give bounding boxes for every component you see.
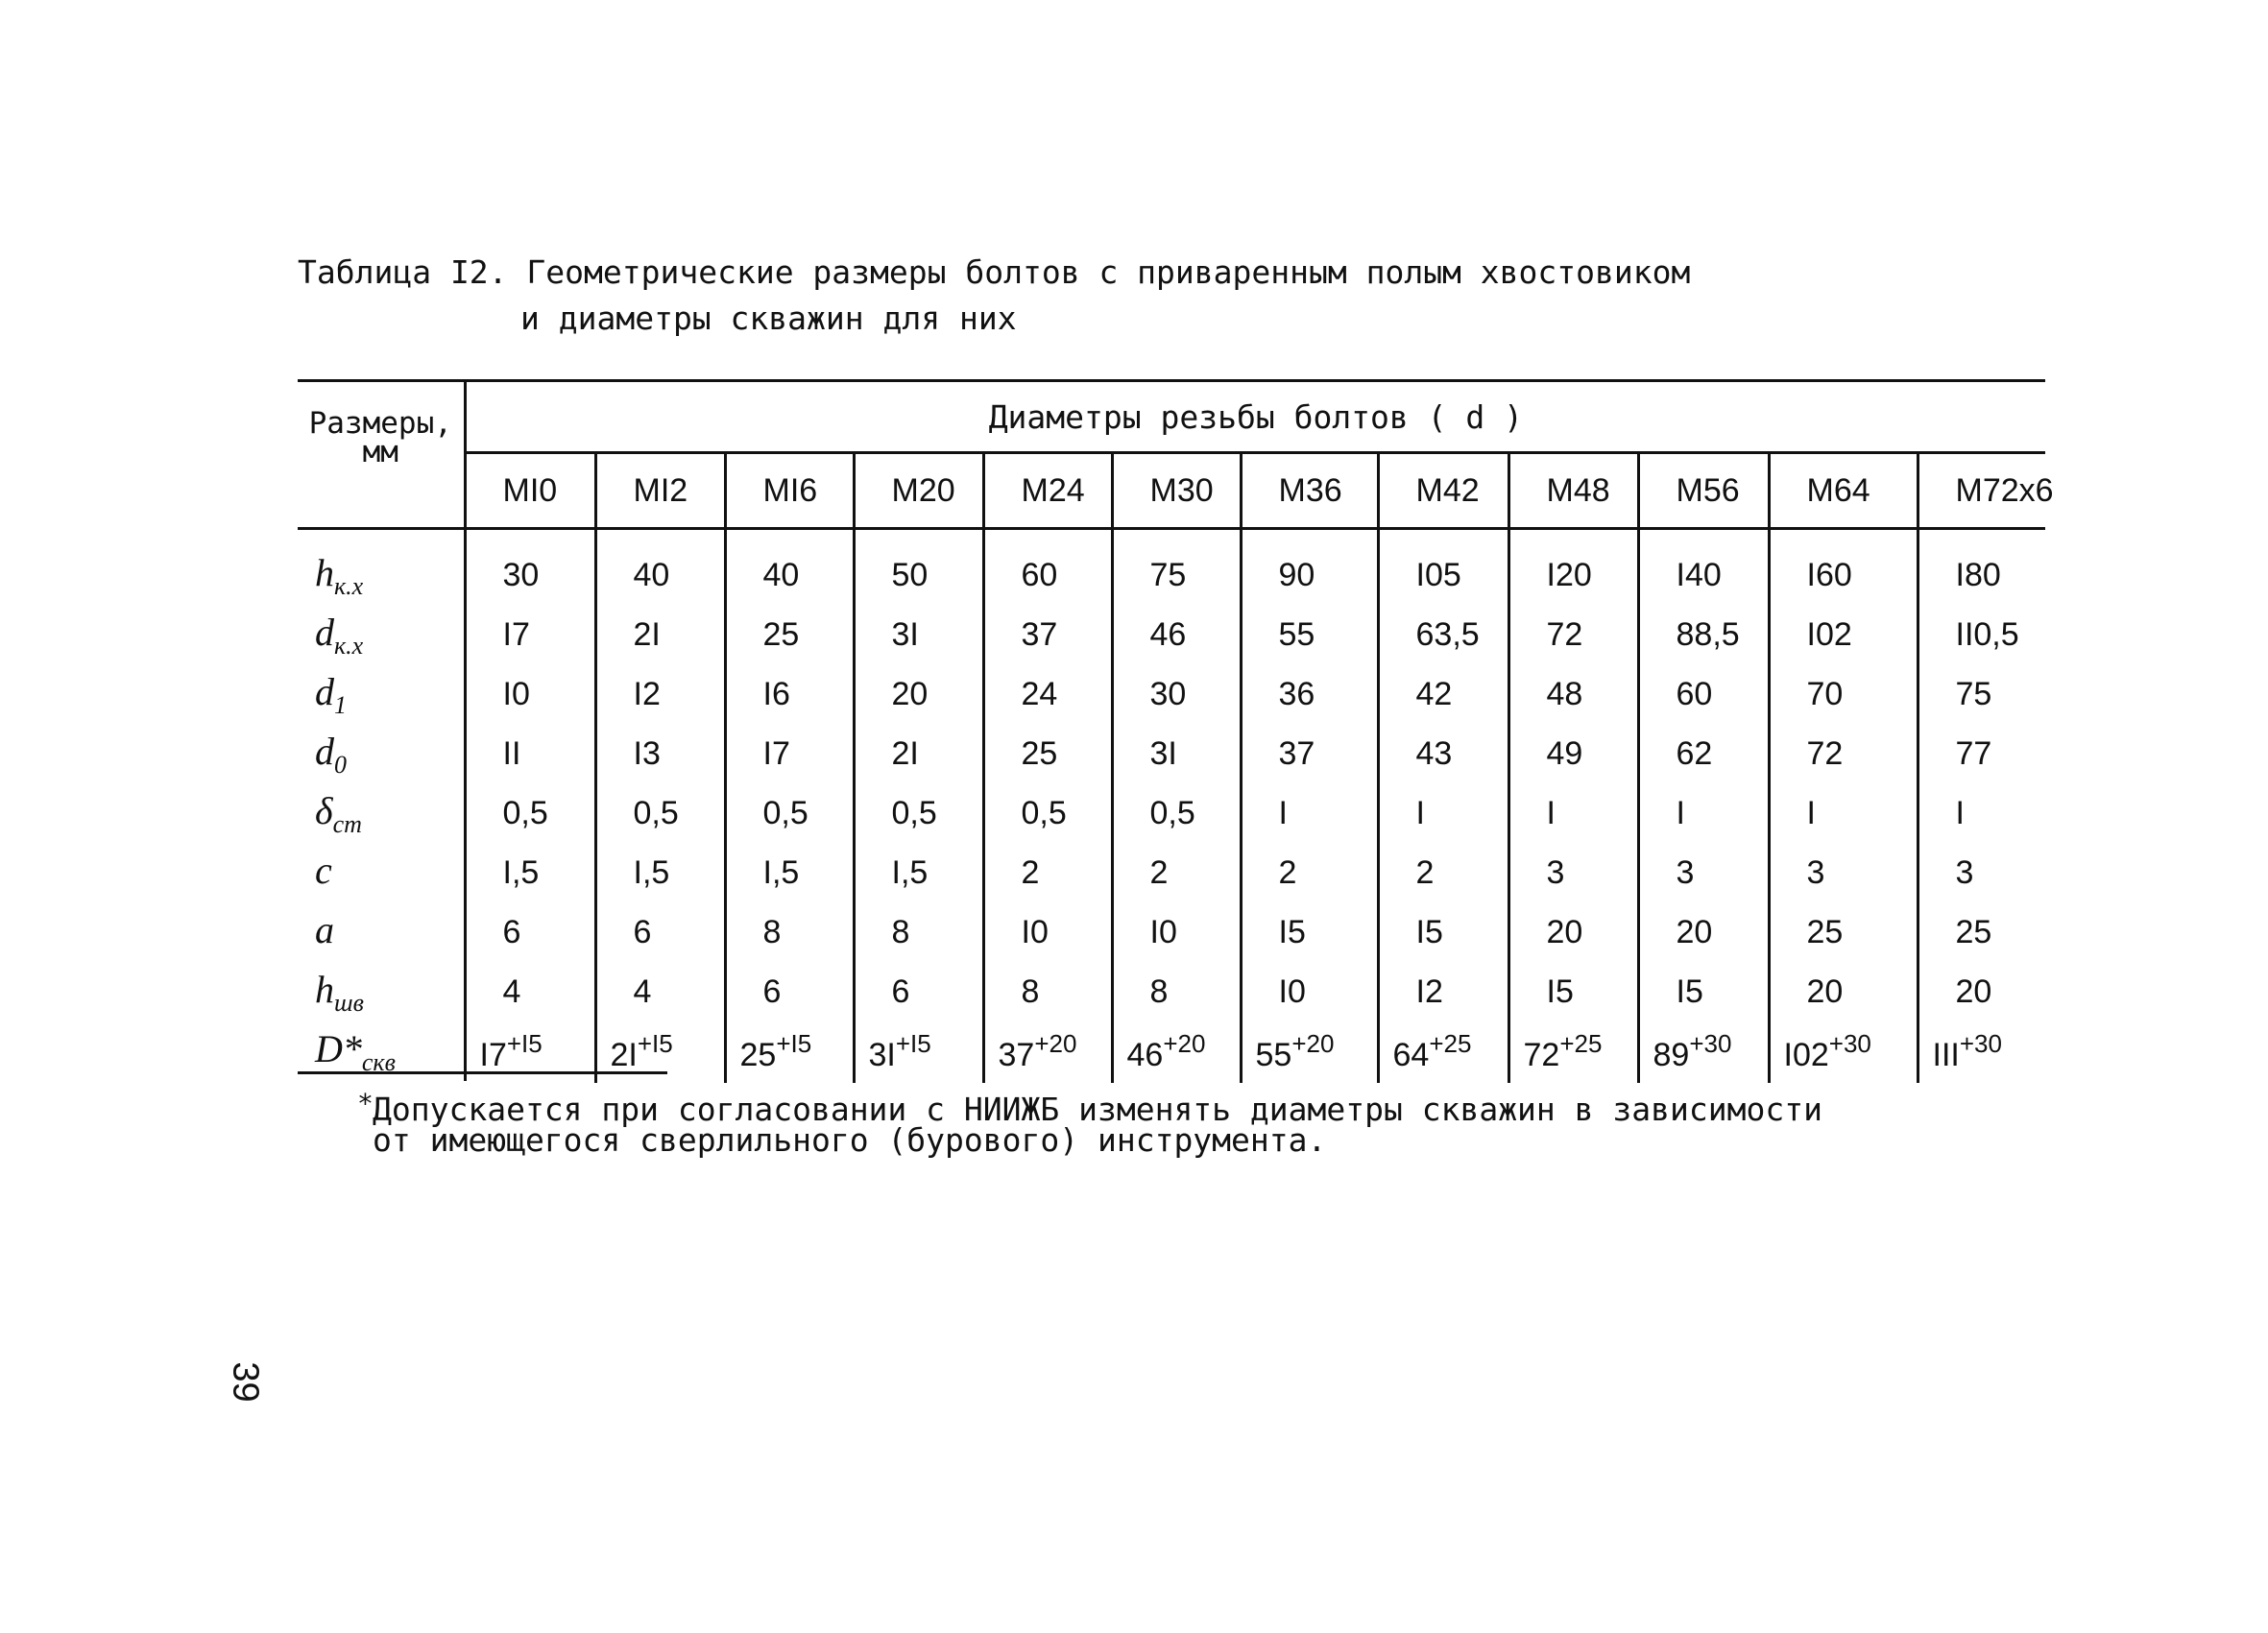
table-cell: 75 bbox=[1112, 529, 1241, 606]
table-cell: I2 bbox=[1378, 962, 1508, 1021]
table-row bbox=[298, 962, 2045, 1021]
row-label-subscript: ст bbox=[332, 809, 362, 838]
table-cell: 0,5 bbox=[983, 783, 1112, 843]
cell-tolerance: +I5 bbox=[895, 1029, 931, 1059]
table-cell: I bbox=[1638, 783, 1769, 843]
col-header: MI2 bbox=[595, 453, 725, 529]
row-label-subscript: 1 bbox=[334, 690, 347, 719]
table-cell: 88,5 bbox=[1638, 605, 1769, 664]
table-cell: I,5 bbox=[725, 843, 854, 902]
table-cell: I02 bbox=[1769, 605, 1918, 664]
table-cell: 36 bbox=[1241, 664, 1378, 724]
table-cell: 2 bbox=[1378, 843, 1508, 902]
table-cell: I,5 bbox=[854, 843, 983, 902]
row-label-symbol: d bbox=[315, 729, 334, 773]
table-cell bbox=[1378, 1021, 1508, 1083]
table-cell: 72 bbox=[1769, 724, 1918, 783]
cell-tolerance: +20 bbox=[1034, 1029, 1077, 1059]
row-label bbox=[298, 529, 465, 606]
row-label bbox=[298, 902, 465, 962]
table-cell: 55 bbox=[1241, 605, 1378, 664]
row-label-symbol: δ bbox=[315, 788, 333, 832]
table-cell bbox=[1508, 1021, 1638, 1083]
table-cell: 50 bbox=[854, 529, 983, 606]
table-cell: 49 bbox=[1508, 724, 1638, 783]
table-cell: II0,5 bbox=[1918, 605, 2045, 664]
row-label-subscript: шв bbox=[334, 988, 364, 1017]
table-cell: I bbox=[1918, 783, 2045, 843]
row-label-symbol: a bbox=[315, 907, 334, 951]
table-cell: 40 bbox=[595, 529, 725, 606]
cell-base-value: 25 bbox=[739, 1037, 777, 1074]
table-cell: 6 bbox=[854, 962, 983, 1021]
table-cell: 37 bbox=[1241, 724, 1378, 783]
table-cell bbox=[1769, 1021, 1918, 1083]
table-cell: I80 bbox=[1918, 529, 2045, 606]
row-label bbox=[298, 962, 465, 1021]
table-cell bbox=[1241, 1021, 1378, 1083]
table-cell: 0,5 bbox=[595, 783, 725, 843]
col-header: MI0 bbox=[465, 453, 595, 529]
table-cell: 77 bbox=[1918, 724, 2045, 783]
table-cell: I5 bbox=[1241, 902, 1378, 962]
table-cell: 25 bbox=[1769, 902, 1918, 962]
row-label bbox=[298, 605, 465, 664]
col-header: M20 bbox=[854, 453, 983, 529]
row-label-subscript: к.х bbox=[334, 571, 364, 600]
table-cell: 40 bbox=[725, 529, 854, 606]
table-cell: 42 bbox=[1378, 664, 1508, 724]
table-cell: 2 bbox=[1241, 843, 1378, 902]
table-cell: 46 bbox=[1112, 605, 1241, 664]
table-cell: I05 bbox=[1378, 529, 1508, 606]
table-cell: 8 bbox=[983, 962, 1112, 1021]
cell-tolerance: +25 bbox=[1429, 1029, 1472, 1059]
table-cell: 25 bbox=[1918, 902, 2045, 962]
table-cell: 25 bbox=[983, 724, 1112, 783]
caption-line-1: Таблица I2. Геометрические размеры болтов с приваренным полым хвостовиком bbox=[298, 253, 1691, 291]
row-label-subscript: 0 bbox=[334, 750, 347, 779]
col-header: M30 bbox=[1112, 453, 1241, 529]
table-cell: 20 bbox=[1769, 962, 1918, 1021]
table-cell: 90 bbox=[1241, 529, 1378, 606]
caption-line-2: и диаметры скважин для них bbox=[520, 300, 1017, 337]
footnote-rule bbox=[298, 1071, 667, 1074]
table-cell: 43 bbox=[1378, 724, 1508, 783]
table-cell: I60 bbox=[1769, 529, 1918, 606]
table-cell: I5 bbox=[1378, 902, 1508, 962]
col-header: M56 bbox=[1638, 453, 1769, 529]
table-cell: I7 bbox=[465, 605, 595, 664]
cell-base-value: 64 bbox=[1392, 1037, 1430, 1074]
cell-tolerance: +25 bbox=[1559, 1029, 1603, 1059]
table-cell: 0,5 bbox=[1112, 783, 1241, 843]
cell-tolerance: +30 bbox=[1959, 1029, 2002, 1059]
row-label-symbol: h bbox=[315, 550, 334, 594]
cell-tolerance: +20 bbox=[1291, 1029, 1335, 1059]
table-cell: I,5 bbox=[465, 843, 595, 902]
table-cell: 4 bbox=[595, 962, 725, 1021]
cell-base-value: III bbox=[1932, 1037, 1960, 1074]
table-cell: 2I bbox=[595, 605, 725, 664]
row-label-symbol: c bbox=[315, 848, 332, 892]
table-cell: 20 bbox=[1638, 902, 1769, 962]
table-cell: 20 bbox=[1918, 962, 2045, 1021]
table-cell: 8 bbox=[854, 902, 983, 962]
cell-base-value: 3I bbox=[868, 1037, 896, 1074]
cell-tolerance: +20 bbox=[1163, 1029, 1206, 1059]
col-header: M72x6 bbox=[1918, 453, 2045, 529]
column-header-row bbox=[298, 453, 2045, 529]
table-cell: I20 bbox=[1508, 529, 1638, 606]
table-cell: 63,5 bbox=[1378, 605, 1508, 664]
row-label-symbol: d bbox=[315, 610, 334, 654]
table-cell: I40 bbox=[1638, 529, 1769, 606]
table-row bbox=[298, 529, 2045, 606]
group-header: Диаметры резьбы болтов ( d ) bbox=[465, 381, 2045, 453]
table-cell: 0,5 bbox=[854, 783, 983, 843]
col-header: M64 bbox=[1769, 453, 1918, 529]
table-cell: 60 bbox=[983, 529, 1112, 606]
page-number: 39 bbox=[225, 1361, 266, 1403]
bolt-dimensions-table bbox=[298, 379, 2054, 1084]
table-caption bbox=[298, 250, 1690, 342]
table-row bbox=[298, 724, 2045, 783]
table-cell: I3 bbox=[595, 724, 725, 783]
table-cell: 8 bbox=[725, 902, 854, 962]
cell-base-value: 55 bbox=[1255, 1037, 1292, 1074]
table-cell: 6 bbox=[465, 902, 595, 962]
table-cell: I0 bbox=[1241, 962, 1378, 1021]
table-cell: 30 bbox=[465, 529, 595, 606]
table-cell: 3 bbox=[1769, 843, 1918, 902]
col-header: M42 bbox=[1378, 453, 1508, 529]
table-cell: 6 bbox=[725, 962, 854, 1021]
footnote-mark: * bbox=[357, 1088, 374, 1119]
table-row bbox=[298, 843, 2045, 902]
table-cell: 20 bbox=[1508, 902, 1638, 962]
cell-tolerance: +30 bbox=[1689, 1029, 1732, 1059]
cell-base-value: 72 bbox=[1523, 1037, 1560, 1074]
table-cell: 2 bbox=[1112, 843, 1241, 902]
col-header: M48 bbox=[1508, 453, 1638, 529]
table-cell: II bbox=[465, 724, 595, 783]
table-cell: I6 bbox=[725, 664, 854, 724]
table-cell: 0,5 bbox=[465, 783, 595, 843]
table-cell: 3I bbox=[854, 605, 983, 664]
row-label-symbol: d bbox=[315, 669, 334, 713]
row-label-subscript: к.х bbox=[334, 631, 364, 660]
table-cell: 2I bbox=[854, 724, 983, 783]
table-cell: 0,5 bbox=[725, 783, 854, 843]
table-row bbox=[298, 664, 2045, 724]
table-cell bbox=[983, 1021, 1112, 1083]
cell-tolerance: +30 bbox=[1828, 1029, 1871, 1059]
table-cell: 3 bbox=[1508, 843, 1638, 902]
table-cell: I0 bbox=[465, 664, 595, 724]
table-cell bbox=[854, 1021, 983, 1083]
table-cell bbox=[1918, 1021, 2045, 1083]
table-cell: 24 bbox=[983, 664, 1112, 724]
row-label bbox=[298, 783, 465, 843]
table-cell: 60 bbox=[1638, 664, 1769, 724]
row-label-subscript: скв bbox=[361, 1047, 396, 1076]
row-header: Размеры, мм bbox=[298, 381, 465, 529]
row-label-symbol: h bbox=[315, 967, 334, 1011]
table-cell: 48 bbox=[1508, 664, 1638, 724]
table-cell: I bbox=[1769, 783, 1918, 843]
row-label bbox=[298, 724, 465, 783]
table-cell: 6 bbox=[595, 902, 725, 962]
table-cell: I0 bbox=[983, 902, 1112, 962]
table-cell: 75 bbox=[1918, 664, 2045, 724]
cell-tolerance: +I5 bbox=[637, 1029, 673, 1059]
row-label bbox=[298, 664, 465, 724]
table-row bbox=[298, 605, 2045, 664]
table-cell bbox=[1112, 1021, 1241, 1083]
table-cell: I bbox=[1241, 783, 1378, 843]
table-cell: 2 bbox=[983, 843, 1112, 902]
table-cell: I bbox=[1378, 783, 1508, 843]
row-label-symbol: D* bbox=[315, 1026, 362, 1070]
table-cell: 30 bbox=[1112, 664, 1241, 724]
table-cell: 8 bbox=[1112, 962, 1241, 1021]
col-header: MI6 bbox=[725, 453, 854, 529]
table-cell: 72 bbox=[1508, 605, 1638, 664]
table-cell: 70 bbox=[1769, 664, 1918, 724]
table-cell: 3I bbox=[1112, 724, 1241, 783]
cell-base-value: 89 bbox=[1653, 1037, 1690, 1074]
table-cell: I0 bbox=[1112, 902, 1241, 962]
footnote-line-1: Допускается при согласовании с НИИЖБ изменять диаметры скважин в зависимости bbox=[373, 1091, 1822, 1128]
table-cell: I bbox=[1508, 783, 1638, 843]
cell-base-value: I7 bbox=[479, 1037, 507, 1074]
table-cell bbox=[725, 1021, 854, 1083]
footnote bbox=[357, 1088, 1909, 1159]
table-cell: I,5 bbox=[595, 843, 725, 902]
cell-base-value: 46 bbox=[1126, 1037, 1164, 1074]
col-header: M24 bbox=[983, 453, 1112, 529]
table-cell: I5 bbox=[1508, 962, 1638, 1021]
cell-base-value: 2I bbox=[610, 1037, 638, 1074]
table-cell: I5 bbox=[1638, 962, 1769, 1021]
table-row bbox=[298, 783, 2045, 843]
table-cell: I7 bbox=[725, 724, 854, 783]
cell-base-value: I02 bbox=[1783, 1037, 1829, 1074]
table-cell: 4 bbox=[465, 962, 595, 1021]
table-cell: 3 bbox=[1638, 843, 1769, 902]
row-label bbox=[298, 843, 465, 902]
cell-tolerance: +I5 bbox=[776, 1029, 812, 1059]
footnote-line-2: от имеющегося сверлильного (бурового) инструмента. bbox=[373, 1121, 1327, 1159]
table-cell: 62 bbox=[1638, 724, 1769, 783]
table-cell: I2 bbox=[595, 664, 725, 724]
table-cell bbox=[1638, 1021, 1769, 1083]
table-cell: 25 bbox=[725, 605, 854, 664]
table-cell: 3 bbox=[1918, 843, 2045, 902]
cell-base-value: 37 bbox=[998, 1037, 1035, 1074]
col-header: M36 bbox=[1241, 453, 1378, 529]
cell-tolerance: +I5 bbox=[506, 1029, 543, 1059]
table-cell: 37 bbox=[983, 605, 1112, 664]
table-row bbox=[298, 902, 2045, 962]
table-cell: 20 bbox=[854, 664, 983, 724]
